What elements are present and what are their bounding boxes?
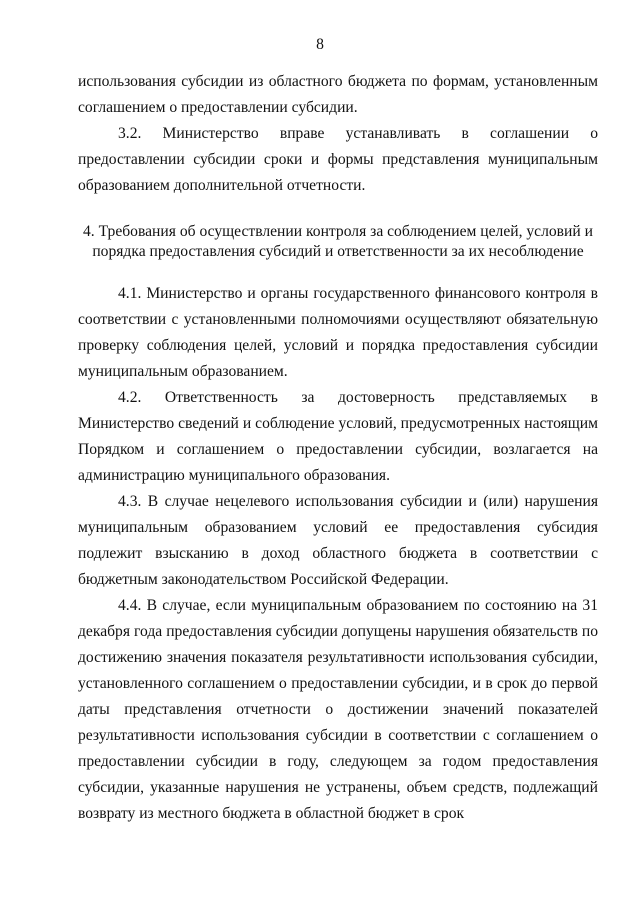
paragraph-3-2: 3.2. Министерство вправе устанавливать в соглашении о предоставлении субсидии сроки и формы представления муниципальным образованием дополнительной отчетности. [78, 125, 598, 194]
paragraph-4-2: 4.2. Ответственность за достоверность представляемых в Министерство сведений и соблюдение условий, предусмотренных настоящим Порядком и соглашением о предоставлении субсидии, возлагается на администрацию муниципального образования. [78, 389, 598, 484]
paragraph-continuation: использования субсидии из областного бюджета по формам, установленным соглашением о предоставлении субсидии. [78, 73, 598, 116]
paragraph-4-3: 4.3. В случае нецелевого использования субсидии и (или) нарушения муниципальным образованием условий ее предоставления субсидия подлежит взысканию в доход областного бюджета в соответствии с бюджетным законодательством Российской Федерации. [78, 493, 598, 588]
paragraph-4-4: 4.4. В случае, если муниципальным образованием по состоянию на 31 декабря года предоставления субсидии допущены нарушения обязательств по достижению значения показателя результативности использования субсидии, установленного соглашением о предоставлении субсидии, и в срок до первой даты представления отчетности о достижении значений показателей результативности использования субсидии в соответствии с соглашением о предоставлении субсидии в году, следующем за годом предоставления субсидии, указанные нарушения не устранены, объем средств, подлежащий возврату из местного бюджета в областной бюджет в срок [78, 597, 598, 822]
page-number: 8 [316, 36, 324, 53]
paragraph-4-1: 4.1. Министерство и органы государственного финансового контроля в соответствии с установленными полномочиями осуществляют обязательную проверку соблюдения целей, условий и порядка предоставления субсидии муниципальным образованием. [78, 285, 598, 380]
document-body [78, 69, 598, 827]
section-4-heading: 4. Требования об осуществлении контроля за соблюдением целей, условий и порядка предоставления субсидий и ответственности за их несоблюдение [83, 223, 593, 260]
